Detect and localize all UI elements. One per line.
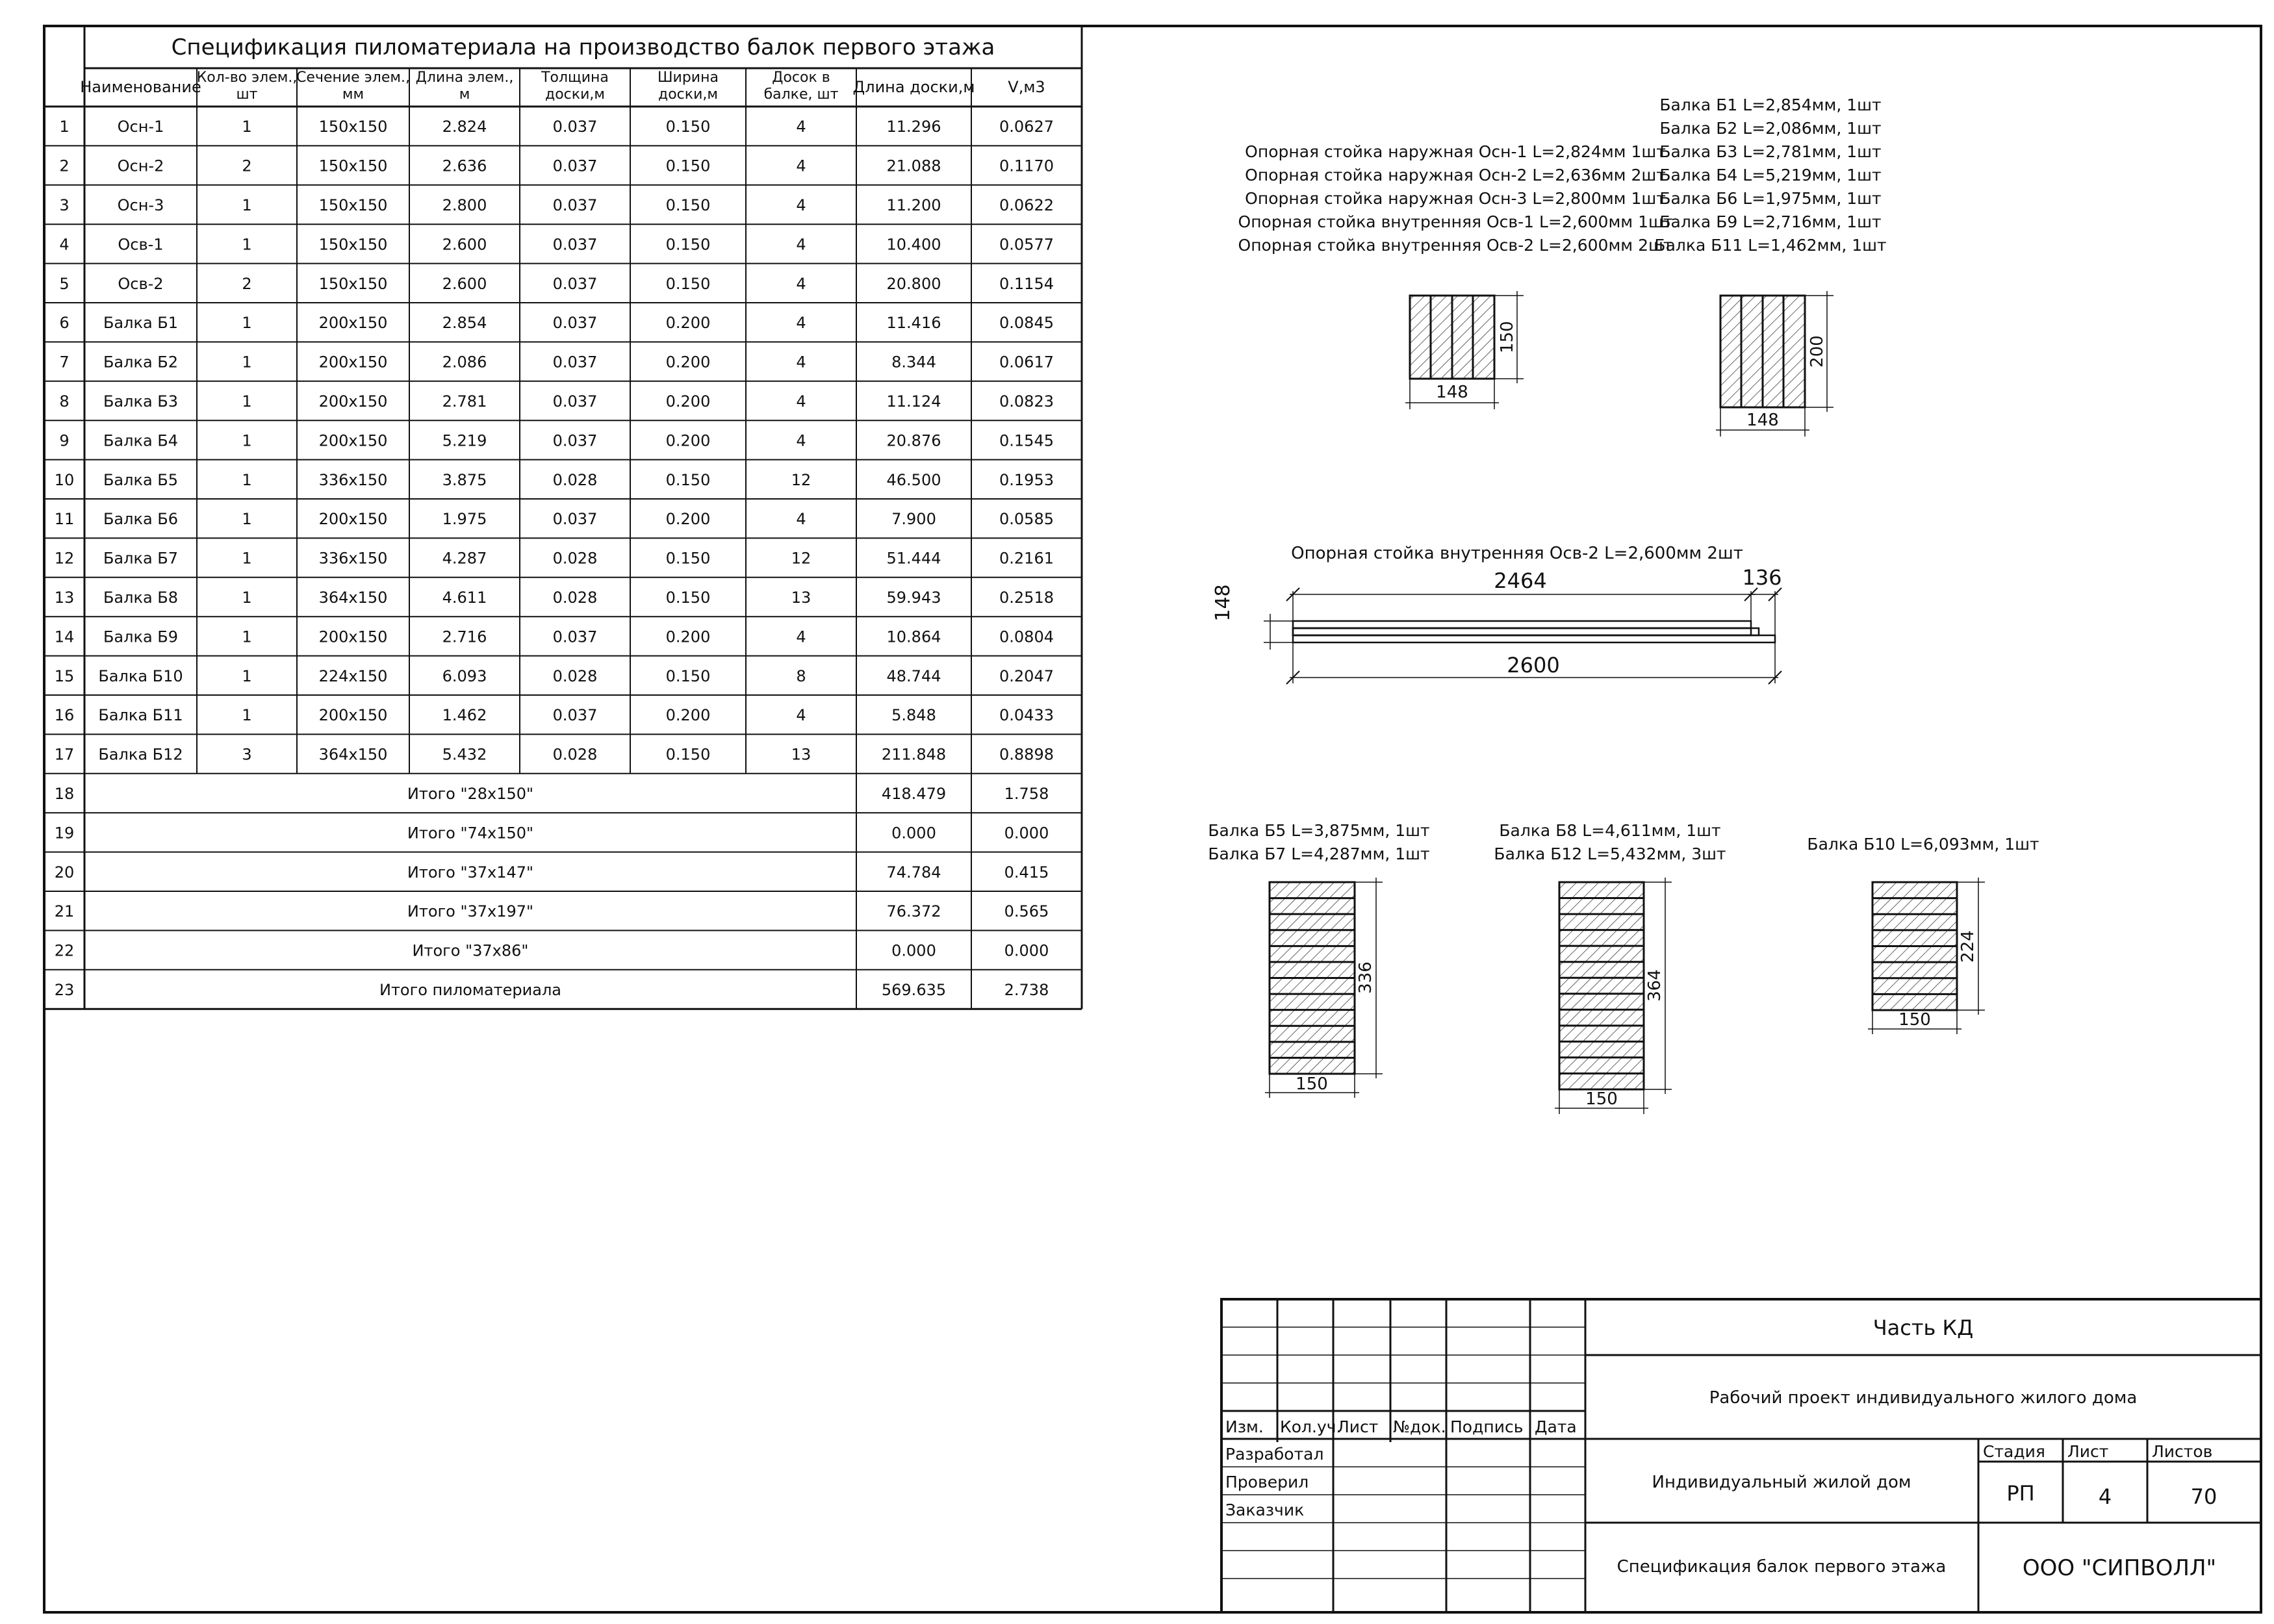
table-cell: Балка Б10	[98, 666, 183, 685]
drawings-area	[1208, 95, 2039, 1114]
table-cell: 0.028	[552, 549, 598, 568]
table-cell: 0.8898	[999, 745, 1054, 764]
osn-label-5: Опорная стойка внутренняя Осв-2 L=2,600мм 2шт	[1238, 236, 1673, 255]
table-cell: 0.200	[665, 628, 711, 646]
table-cell: 1.462	[442, 706, 487, 725]
table-cell: 4	[796, 157, 806, 175]
table-cell: 2.716	[442, 628, 487, 646]
b8-section-drawing	[1559, 882, 1644, 1089]
b10-dim-height: 224	[1958, 930, 1978, 963]
table-cell: 0.2518	[999, 589, 1054, 607]
table-header-cell: V,м3	[1008, 78, 1045, 96]
total-length: 418.479	[881, 785, 947, 803]
table-cell: 200x150	[318, 706, 388, 725]
table-cell: 3.875	[442, 470, 487, 489]
table-cell: 150x150	[318, 274, 388, 293]
b8-dim-width: 150	[1585, 1089, 1618, 1109]
total-volume: 0.565	[1004, 902, 1049, 921]
b8-dim-height: 364	[1645, 969, 1665, 1002]
row-number: 19	[54, 824, 75, 843]
total-length: 0.000	[891, 941, 936, 960]
table-cell: 0.150	[665, 235, 711, 254]
table-cell: 0.0804	[999, 628, 1054, 646]
table-cell: 0.037	[552, 314, 598, 333]
table-cell: 3	[242, 745, 252, 764]
table-cell: 4	[796, 706, 806, 725]
table-header-cell: м	[459, 86, 470, 103]
b-dim-height: 200	[1808, 335, 1827, 368]
table-cell: 1	[242, 628, 252, 646]
table-cell: 2.636	[442, 157, 487, 175]
table-cell: 150x150	[318, 196, 388, 214]
b5-group	[1208, 821, 1429, 1098]
tb-stage: РП	[2006, 1481, 2035, 1506]
table-cell: Балка Б8	[103, 589, 179, 607]
b5-label-2: Балка Б7 L=4,287мм, 1шт	[1208, 844, 1430, 863]
table-cell: 5.432	[442, 745, 487, 764]
b-label-3: Балка Б3 L=2,781мм, 1шт	[1659, 142, 1882, 161]
table-cell: 4	[796, 510, 806, 529]
table-header-cell: Наименование	[80, 78, 201, 96]
total-label: Итого "37x197"	[407, 902, 534, 921]
table-cell: Осв-1	[118, 235, 164, 254]
table-header-cell: Толщина	[541, 70, 609, 86]
b-dim-width: 148	[1746, 411, 1779, 430]
total-label: Итого "37x147"	[407, 863, 534, 882]
table-cell: 1	[242, 235, 252, 254]
table-cell: 13	[791, 589, 811, 607]
table-header-cell: Досок в	[772, 70, 830, 86]
tb-company: ООО "СИПВОЛЛ"	[2022, 1555, 2217, 1581]
row-number: 13	[54, 589, 75, 607]
table-cell: 0.150	[665, 470, 711, 489]
table-cell: 200x150	[318, 353, 388, 372]
osv2-dim-offset: 136	[1742, 565, 1782, 590]
table-cell: 46.500	[886, 470, 941, 489]
table-cell: 59.943	[886, 589, 941, 607]
row-number: 1	[59, 118, 70, 136]
table-cell: 0.1953	[999, 470, 1054, 489]
table-cell: 0.037	[552, 274, 598, 293]
tb-object: Индивидуальный жилой дом	[1652, 1473, 1911, 1492]
table-cell: 5.848	[891, 706, 936, 725]
row-number: 6	[59, 314, 70, 333]
osv2-dim-part: 2464	[1494, 568, 1547, 593]
b5-dim-height: 336	[1356, 961, 1375, 994]
table-header-cell: Длина элем.,	[415, 70, 514, 86]
table-cell: 0.1545	[999, 431, 1054, 450]
total-length: 76.372	[886, 902, 941, 921]
table-cell: 200x150	[318, 314, 388, 333]
table-cell: 0.150	[665, 274, 711, 293]
table-cell: 0.200	[665, 392, 711, 411]
table-cell: 0.0845	[999, 314, 1054, 333]
table-cell: 20.800	[886, 274, 941, 293]
table-cell: 0.200	[665, 353, 711, 372]
table-cell: 4	[796, 392, 806, 411]
total-label: Итого пиломатериала	[379, 981, 561, 999]
table-cell: 0.150	[665, 157, 711, 175]
table-cell: 0.150	[665, 118, 711, 136]
row-number: 11	[54, 510, 75, 529]
table-cell: 0.0622	[999, 196, 1054, 214]
table-cell: 11.416	[886, 314, 941, 333]
total-volume: 0.415	[1004, 863, 1049, 882]
b10-dim-width: 150	[1898, 1010, 1931, 1030]
tb-sheets: 70	[2190, 1484, 2217, 1509]
tb-sheet-title: Спецификация балок первого этажа	[1616, 1557, 1947, 1577]
tb-sheet-label: Лист	[2067, 1442, 2109, 1461]
tb-header-list: Лист	[1337, 1417, 1379, 1436]
b5-label-1: Балка Б5 L=3,875мм, 1шт	[1208, 821, 1430, 840]
b8-group	[1494, 821, 1726, 1114]
table-cell: Осн-2	[117, 157, 164, 175]
table-cell: 1	[242, 589, 252, 607]
tb-stage-label: Стадия	[1983, 1442, 2045, 1461]
table-cell: 0.200	[665, 510, 711, 529]
osn-dim-height: 150	[1498, 321, 1517, 353]
b5-section-drawing	[1270, 882, 1355, 1074]
total-length: 74.784	[886, 863, 941, 882]
table-cell: 1	[242, 118, 252, 136]
table-header-cell: доски,м	[658, 86, 718, 103]
row-number: 21	[54, 902, 75, 921]
table-cell: 2.824	[442, 118, 487, 136]
table-cell: Балка Б2	[103, 353, 179, 372]
table-cell: 0.028	[552, 589, 598, 607]
table-cell: 0.0617	[999, 353, 1054, 372]
table-cell: Балка Б3	[103, 392, 179, 411]
table-cell: Осн-1	[117, 118, 164, 136]
table-cell: Осв-2	[118, 274, 164, 293]
row-number: 4	[59, 235, 70, 254]
table-cell: 200x150	[318, 431, 388, 450]
table-cell: 0.037	[552, 196, 598, 214]
table-title: Спецификация пиломатериала на производство балок первого этажа	[171, 34, 995, 60]
row-number: 8	[59, 392, 70, 411]
table-cell: 200x150	[318, 510, 388, 529]
table-cell: 0.037	[552, 706, 598, 725]
table-cell: 4	[796, 196, 806, 214]
table-cell: Балка Б1	[103, 314, 179, 333]
table-cell: 1	[242, 549, 252, 568]
table-cell: 0.0823	[999, 392, 1054, 411]
table-cell: 0.037	[552, 157, 598, 175]
table-cell: 11.296	[886, 118, 941, 136]
table-cell: 2	[242, 274, 252, 293]
table-cell: 2.854	[442, 314, 487, 333]
row-number: 12	[54, 549, 75, 568]
table-header-cell: шт	[236, 86, 258, 103]
table-cell: 4.611	[442, 589, 487, 607]
table-header-cell: Ширина	[658, 70, 719, 86]
table-cell: 2.781	[442, 392, 487, 411]
table-cell: Осн-3	[117, 196, 164, 214]
table-cell: 1	[242, 431, 252, 450]
b10-group	[1807, 835, 2039, 1034]
osn-label-4: Опорная стойка внутренняя Осв-1 L=2,600мм 1шт	[1238, 212, 1673, 231]
table-cell: 12	[791, 470, 811, 489]
table-cell: 21.088	[886, 157, 941, 175]
table-cell: 12	[791, 549, 811, 568]
b5-dim-width: 150	[1296, 1074, 1328, 1094]
b10-label-1: Балка Б10 L=6,093мм, 1шт	[1807, 835, 2039, 854]
table-cell: 336x150	[318, 470, 388, 489]
row-number: 5	[59, 274, 70, 293]
table-cell: 0.150	[665, 196, 711, 214]
table-cell: 0.028	[552, 470, 598, 489]
tb-sheet: 4	[2098, 1484, 2112, 1509]
tb-role-customer: Заказчик	[1225, 1501, 1305, 1519]
table-cell: 4.287	[442, 549, 487, 568]
table-header-cell: Сечение элем.,	[296, 70, 410, 86]
tb-role-checker: Проверил	[1225, 1473, 1309, 1491]
total-length: 569.635	[881, 981, 947, 999]
table-cell: 1.975	[442, 510, 487, 529]
b8-label-2: Балка Б12 L=5,432мм, 3шт	[1494, 844, 1726, 863]
tb-header-izm: Изм.	[1225, 1417, 1264, 1436]
table-header-cell: Длина доски,м	[852, 78, 975, 96]
total-length: 0.000	[891, 824, 936, 843]
tb-sheets-label: Листов	[2152, 1442, 2213, 1461]
table-cell: 150x150	[318, 235, 388, 254]
row-number: 15	[54, 666, 75, 685]
row-number: 23	[54, 981, 75, 999]
tb-role-developer: Разработал	[1225, 1445, 1324, 1464]
table-cell: 4	[796, 431, 806, 450]
osn-label-1: Опорная стойка наружная Осн-1 L=2,824мм 1шт	[1245, 142, 1666, 161]
table-header-cell: Кол-во элем.,	[196, 70, 298, 86]
table-cell: Балка Б11	[98, 706, 183, 725]
table-cell: 2.800	[442, 196, 487, 214]
tb-part: Часть КД	[1872, 1315, 1974, 1340]
table-cell: 1	[242, 314, 252, 333]
table-cell: 200x150	[318, 628, 388, 646]
b-label-2: Балка Б2 L=2,086мм, 1шт	[1659, 119, 1882, 138]
table-cell: 150x150	[318, 118, 388, 136]
row-number: 22	[54, 941, 75, 960]
osv2-dim-total: 2600	[1507, 653, 1560, 678]
table-cell: Балка Б9	[103, 628, 179, 646]
table-cell: 0.150	[665, 589, 711, 607]
row-number: 9	[59, 431, 70, 450]
table-cell: Балка Б7	[103, 549, 179, 568]
table-cell: 0.0433	[999, 706, 1054, 725]
table-cell: Балка Б4	[103, 431, 179, 450]
row-number: 20	[54, 863, 75, 882]
table-cell: 336x150	[318, 549, 388, 568]
table-cell: 0.0577	[999, 235, 1054, 254]
b-label-7: Балка Б11 L=1,462мм, 1шт	[1654, 236, 1887, 255]
table-cell: 48.744	[886, 666, 941, 685]
table-cell: 4	[796, 118, 806, 136]
table-cell: 2	[242, 157, 252, 175]
row-number: 2	[59, 157, 70, 175]
b-section-drawing	[1716, 291, 1833, 437]
table-cell: 0.200	[665, 314, 711, 333]
table-header-cell: доски,м	[545, 86, 605, 103]
table-cell: 0.037	[552, 510, 598, 529]
row-number: 18	[54, 785, 75, 803]
b8-label-1: Балка Б8 L=4,611мм, 1шт	[1499, 821, 1721, 840]
table-cell: 13	[791, 745, 811, 764]
table-cell: 2.086	[442, 353, 487, 372]
table-cell: 0.037	[552, 353, 598, 372]
table-cell: 1	[242, 470, 252, 489]
table-cell: 5.219	[442, 431, 487, 450]
table-cell: 0.037	[552, 392, 598, 411]
table-cell: 0.150	[665, 666, 711, 685]
table-cell: 0.150	[665, 549, 711, 568]
table-cell: 1	[242, 510, 252, 529]
table-cell: 0.037	[552, 118, 598, 136]
table-cell: 1	[242, 353, 252, 372]
osn-dim-width: 148	[1436, 383, 1468, 402]
table-cell: 0.200	[665, 431, 711, 450]
table-cell: 211.848	[881, 745, 947, 764]
table-cell: 150x150	[318, 157, 388, 175]
table-cell: 20.876	[886, 431, 941, 450]
table-cell: 200x150	[318, 392, 388, 411]
osv2-long-title: Опорная стойка внутренняя Осв-2 L=2,600мм 2шт	[1291, 544, 1743, 563]
table-cell: 4	[796, 235, 806, 254]
table-cell: 0.0585	[999, 510, 1054, 529]
osn-label-3: Опорная стойка наружная Осн-3 L=2,800мм 1шт	[1245, 189, 1666, 208]
b-label-6: Балка Б9 L=2,716мм, 1шт	[1659, 212, 1882, 231]
table-cell: 4	[796, 628, 806, 646]
title-block	[1221, 1299, 2261, 1612]
osn-section-drawing	[1405, 291, 1524, 409]
table-cell: 4	[796, 274, 806, 293]
table-cell: 51.444	[886, 549, 941, 568]
table-cell: 4	[796, 353, 806, 372]
table-cell: 10.864	[886, 628, 941, 646]
table-cell: 0.1170	[999, 157, 1054, 175]
table-cell: Балка Б12	[98, 745, 183, 764]
table-cell: Балка Б5	[103, 470, 179, 489]
table-cell: 0.037	[552, 235, 598, 254]
osv2-long-drawing	[1212, 544, 1782, 684]
table-cell: 2.600	[442, 274, 487, 293]
tb-header-podpis: Подпись	[1450, 1417, 1524, 1436]
specification-table	[44, 26, 1082, 1009]
table-cell: 0.2047	[999, 666, 1054, 685]
table-cell: 0.150	[665, 745, 711, 764]
osn-label-2: Опорная стойка наружная Осн-2 L=2,636мм 2шт	[1245, 166, 1666, 184]
b-label-5: Балка Б6 L=1,975мм, 1шт	[1659, 189, 1882, 208]
table-cell: 0.037	[552, 431, 598, 450]
row-number: 7	[59, 353, 70, 372]
table-cell: 0.028	[552, 745, 598, 764]
table-cell: 2.600	[442, 235, 487, 254]
row-number: 14	[54, 628, 75, 646]
table-cell: 224x150	[318, 666, 388, 685]
table-cell: 1	[242, 666, 252, 685]
table-cell: 364x150	[318, 745, 388, 764]
total-volume: 0.000	[1004, 824, 1049, 843]
osv2-dim-height: 148	[1212, 584, 1234, 622]
table-cell: 4	[796, 314, 806, 333]
tb-project: Рабочий проект индивидуального жилого дома	[1709, 1388, 2138, 1408]
table-cell: 0.200	[665, 706, 711, 725]
row-number: 16	[54, 706, 75, 725]
total-label: Итого "28x150"	[407, 785, 534, 803]
table-header-cell: мм	[342, 86, 364, 103]
b10-section-drawing	[1872, 882, 1957, 1010]
row-number: 10	[54, 470, 75, 489]
table-cell: Балка Б6	[103, 510, 179, 529]
table-cell: 0.2161	[999, 549, 1054, 568]
table-cell: 11.124	[886, 392, 941, 411]
table-cell: 0.028	[552, 666, 598, 685]
total-volume: 1.758	[1004, 785, 1049, 803]
total-label: Итого "37x86"	[412, 941, 529, 960]
row-number: 17	[54, 745, 75, 764]
table-cell: 0.1154	[999, 274, 1054, 293]
table-cell: 8	[796, 666, 806, 685]
b-group-labels	[1654, 95, 1886, 255]
total-volume: 2.738	[1004, 981, 1049, 999]
table-cell: 0.0627	[999, 118, 1054, 136]
total-label: Итого "74x150"	[407, 824, 534, 843]
b-label-1: Балка Б1 L=2,854мм, 1шт	[1659, 95, 1882, 114]
tb-header-data: Дата	[1535, 1417, 1577, 1436]
table-cell: 1	[242, 706, 252, 725]
osn-group-labels	[1238, 142, 1673, 255]
tb-header-kolich: Кол.уч.	[1280, 1417, 1342, 1436]
tb-header-ndok: №док.	[1393, 1417, 1446, 1436]
total-volume: 0.000	[1004, 941, 1049, 960]
table-cell: 364x150	[318, 589, 388, 607]
table-cell: 7.900	[891, 510, 936, 529]
table-cell: 8.344	[891, 353, 936, 372]
table-cell: 0.037	[552, 628, 598, 646]
table-cell: 11.200	[886, 196, 941, 214]
table-cell: 1	[242, 392, 252, 411]
table-header-cell: балке, шт	[763, 86, 839, 103]
table-cell: 10.400	[886, 235, 941, 254]
b-label-4: Балка Б4 L=5,219мм, 1шт	[1659, 166, 1882, 184]
table-cell: 1	[242, 196, 252, 214]
row-number: 3	[59, 196, 70, 214]
table-cell: 6.093	[442, 666, 487, 685]
